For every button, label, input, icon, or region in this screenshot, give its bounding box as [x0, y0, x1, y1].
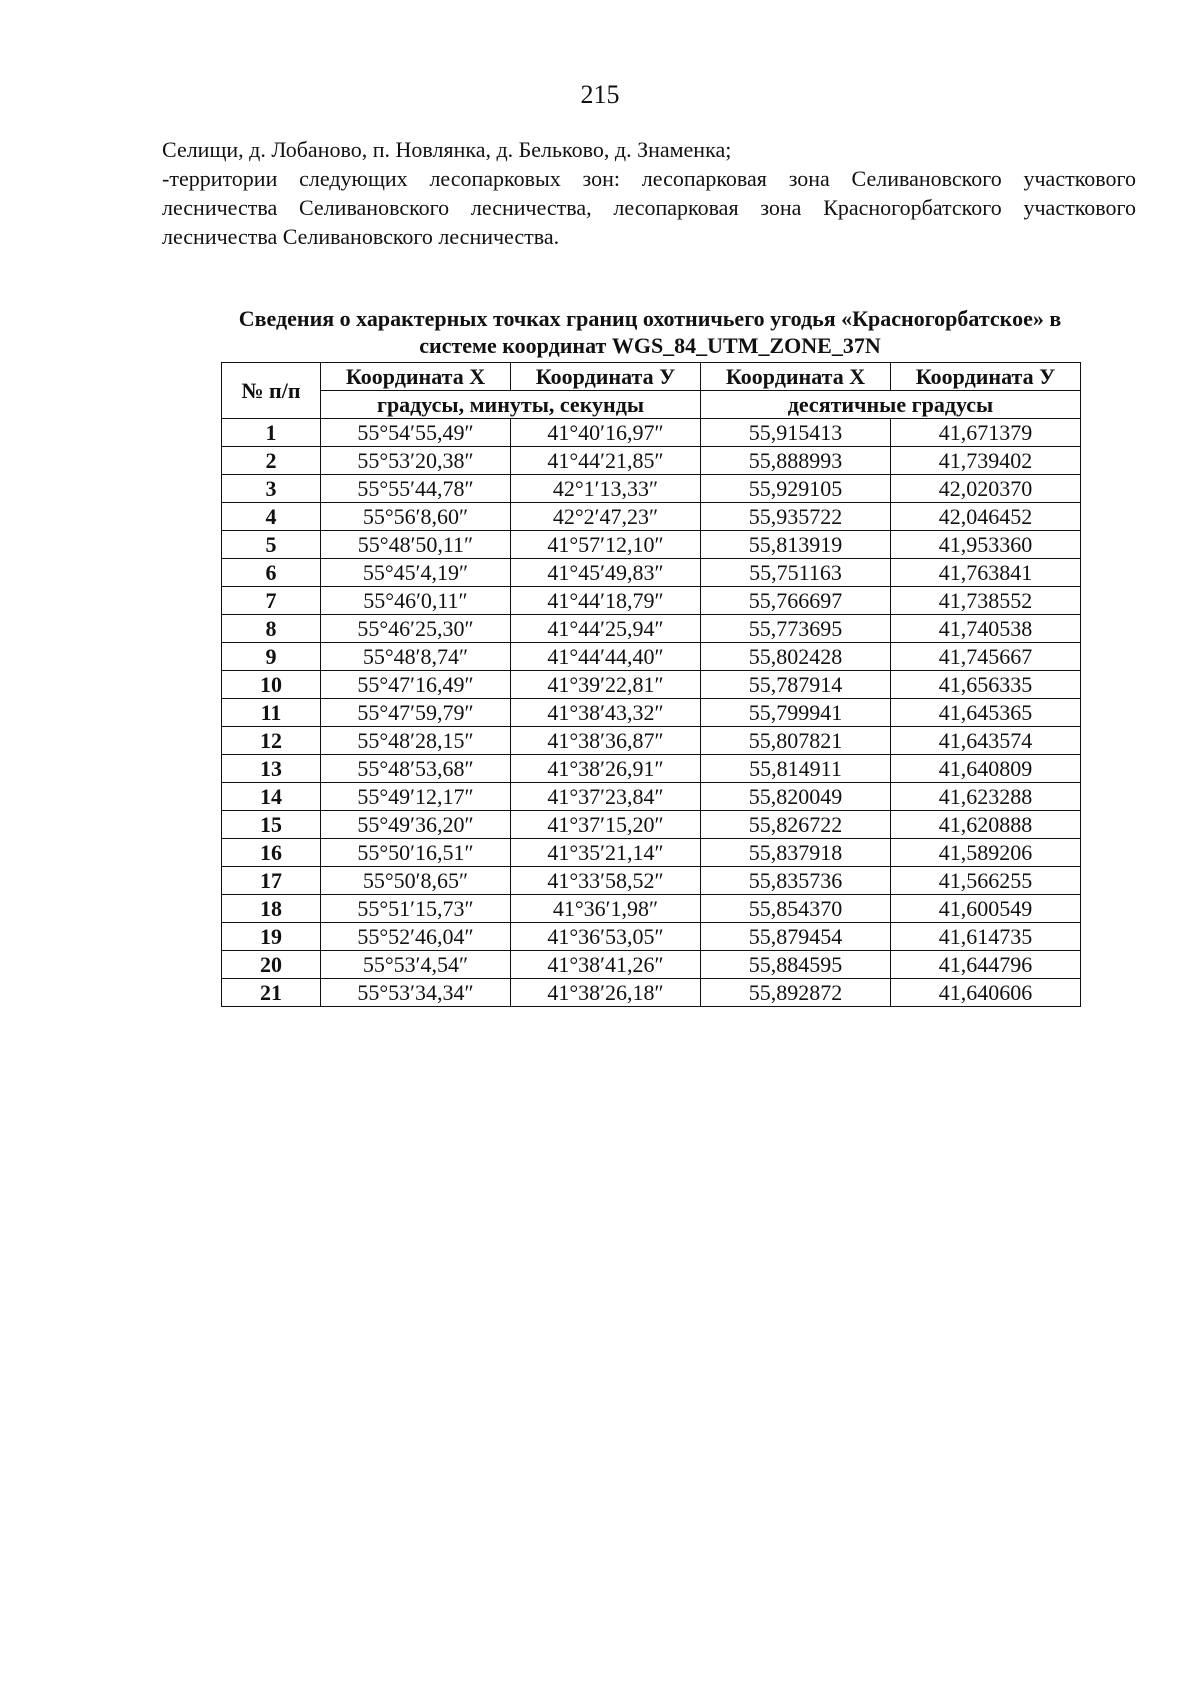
coord-x-dms-cell: 55°51′15,73″ — [321, 895, 511, 923]
coord-y-dms-cell: 41°40′16,97″ — [511, 419, 701, 447]
point-number-cell: 17 — [222, 867, 321, 895]
coord-x-dms-cell: 55°56′8,60″ — [321, 503, 511, 531]
point-number-cell: 12 — [222, 727, 321, 755]
coord-x-dec-cell: 55,773695 — [701, 615, 891, 643]
coord-y-dec-cell: 42,046452 — [891, 503, 1081, 531]
coord-y-dms-cell: 41°44′18,79″ — [511, 587, 701, 615]
coord-y-dec-cell: 41,645365 — [891, 699, 1081, 727]
coord-x-dms-cell: 55°50′16,51″ — [321, 839, 511, 867]
coord-x-dec-cell: 55,915413 — [701, 419, 891, 447]
point-number-cell: 13 — [222, 755, 321, 783]
point-number-cell: 1 — [222, 419, 321, 447]
coord-y-dec-cell: 41,566255 — [891, 867, 1081, 895]
coord-x-dms-cell: 55°49′36,20″ — [321, 811, 511, 839]
coord-y-dms-cell: 41°37′15,20″ — [511, 811, 701, 839]
coord-x-dms-cell: 55°48′8,74″ — [321, 643, 511, 671]
point-number-cell: 3 — [222, 475, 321, 503]
header-number: № п/п — [222, 363, 321, 419]
coord-y-dms-cell: 41°39′22,81″ — [511, 671, 701, 699]
point-number-cell: 18 — [222, 895, 321, 923]
coord-x-dec-cell: 55,884595 — [701, 951, 891, 979]
coord-y-dec-cell: 41,643574 — [891, 727, 1081, 755]
coord-y-dms-cell: 42°1′13,33″ — [511, 475, 701, 503]
coord-x-dec-cell: 55,892872 — [701, 979, 891, 1007]
point-number-cell: 20 — [222, 951, 321, 979]
table-row — [222, 811, 1081, 839]
coord-y-dms-cell: 41°44′25,94″ — [511, 615, 701, 643]
coord-x-dec-cell: 55,935722 — [701, 503, 891, 531]
point-number-cell: 14 — [222, 783, 321, 811]
coord-y-dms-cell: 41°37′23,84″ — [511, 783, 701, 811]
coord-y-dms-cell: 41°44′44,40″ — [511, 643, 701, 671]
table-row — [222, 419, 1081, 447]
coord-y-dec-cell: 41,640809 — [891, 755, 1081, 783]
header-coord-y-dec: Координата У — [891, 363, 1081, 391]
coord-y-dec-cell: 41,671379 — [891, 419, 1081, 447]
table-row — [222, 951, 1081, 979]
coord-x-dms-cell: 55°49′12,17″ — [321, 783, 511, 811]
point-number-cell: 19 — [222, 923, 321, 951]
coord-x-dms-cell: 55°50′8,65″ — [321, 867, 511, 895]
coord-x-dec-cell: 55,807821 — [701, 727, 891, 755]
coord-y-dec-cell: 41,745667 — [891, 643, 1081, 671]
coord-x-dec-cell: 55,854370 — [701, 895, 891, 923]
point-number-cell: 9 — [222, 643, 321, 671]
coord-y-dms-cell: 41°36′1,98″ — [511, 895, 701, 923]
coord-x-dms-cell: 55°48′50,11″ — [321, 531, 511, 559]
point-number-cell: 8 — [222, 615, 321, 643]
table-row — [222, 755, 1081, 783]
coord-y-dms-cell: 41°44′21,85″ — [511, 447, 701, 475]
coord-x-dec-cell: 55,814911 — [701, 755, 891, 783]
coord-y-dec-cell: 41,620888 — [891, 811, 1081, 839]
page-number: 215 — [580, 80, 620, 109]
coord-x-dms-cell: 55°55′44,78″ — [321, 475, 511, 503]
header-coord-x-dec: Координата Х — [701, 363, 891, 391]
coord-x-dms-cell: 55°48′28,15″ — [321, 727, 511, 755]
coord-x-dec-cell: 55,787914 — [701, 671, 891, 699]
coord-y-dec-cell: 42,020370 — [891, 475, 1081, 503]
point-number-cell: 5 — [222, 531, 321, 559]
point-number-cell: 11 — [222, 699, 321, 727]
coord-y-dms-cell: 41°38′43,32″ — [511, 699, 701, 727]
table-title — [170, 305, 1130, 359]
coord-x-dec-cell: 55,766697 — [701, 587, 891, 615]
table-body — [222, 419, 1081, 1007]
coord-y-dms-cell: 41°38′26,91″ — [511, 755, 701, 783]
point-number-cell: 16 — [222, 839, 321, 867]
coord-x-dec-cell: 55,929105 — [701, 475, 891, 503]
coord-y-dms-cell: 41°38′36,87″ — [511, 727, 701, 755]
table-title-line-1: Сведения о характерных точках границ охотничьего угодья «Красногорбатское» в — [238, 306, 1062, 331]
table-row — [222, 895, 1081, 923]
coord-y-dec-cell: 41,623288 — [891, 783, 1081, 811]
coord-x-dec-cell: 55,751163 — [701, 559, 891, 587]
point-number-cell: 7 — [222, 587, 321, 615]
point-number-cell: 10 — [222, 671, 321, 699]
coord-y-dec-cell: 41,644796 — [891, 951, 1081, 979]
coord-y-dms-cell: 41°45′49,83″ — [511, 559, 701, 587]
header-row-2 — [222, 391, 1081, 419]
coord-y-dms-cell: 41°33′58,52″ — [511, 867, 701, 895]
table-row — [222, 783, 1081, 811]
table-row — [222, 923, 1081, 951]
coord-x-dec-cell: 55,820049 — [701, 783, 891, 811]
coord-x-dms-cell: 55°47′16,49″ — [321, 671, 511, 699]
coord-x-dec-cell: 55,813919 — [701, 531, 891, 559]
point-number-cell: 15 — [222, 811, 321, 839]
table-header — [222, 363, 1081, 419]
coord-y-dec-cell: 41,739402 — [891, 447, 1081, 475]
header-row-1 — [222, 363, 1081, 391]
point-number-cell: 2 — [222, 447, 321, 475]
table-row — [222, 615, 1081, 643]
table-row — [222, 727, 1081, 755]
coord-x-dec-cell: 55,799941 — [701, 699, 891, 727]
table-row — [222, 671, 1081, 699]
coord-x-dms-cell: 55°48′53,68″ — [321, 755, 511, 783]
coord-x-dms-cell: 55°52′46,04″ — [321, 923, 511, 951]
intro-paragraph-2: -территории следующих лесопарковых зон: лесопарковая зона Селивановского участкового лесничества Селивановского лесничества, лесопарковая зона Красногорбатского участкового лесничества Селивановского лесничества. — [162, 166, 1136, 249]
coordinates-table — [221, 362, 1081, 1007]
coord-y-dec-cell: 41,640606 — [891, 979, 1081, 1007]
table-row — [222, 587, 1081, 615]
coord-y-dec-cell: 41,738552 — [891, 587, 1081, 615]
coord-x-dms-cell: 55°47′59,79″ — [321, 699, 511, 727]
table-row — [222, 979, 1081, 1007]
coord-x-dec-cell: 55,826722 — [701, 811, 891, 839]
coord-x-dec-cell: 55,802428 — [701, 643, 891, 671]
coord-x-dms-cell: 55°46′25,30″ — [321, 615, 511, 643]
coord-x-dms-cell: 55°46′0,11″ — [321, 587, 511, 615]
header-coord-x-dms: Координата Х — [321, 363, 511, 391]
header-dec-units: десятичные градусы — [701, 391, 1081, 419]
coord-y-dec-cell: 41,589206 — [891, 839, 1081, 867]
table-row — [222, 503, 1081, 531]
table-row — [222, 839, 1081, 867]
header-dms-units: градусы, минуты, секунды — [321, 391, 701, 419]
coord-x-dms-cell: 55°53′4,54″ — [321, 951, 511, 979]
coord-x-dms-cell: 55°53′20,38″ — [321, 447, 511, 475]
table-row — [222, 643, 1081, 671]
table-row — [222, 531, 1081, 559]
coord-x-dms-cell: 55°45′4,19″ — [321, 559, 511, 587]
table-row — [222, 447, 1081, 475]
point-number-cell: 21 — [222, 979, 321, 1007]
coord-y-dms-cell: 42°2′47,23″ — [511, 503, 701, 531]
intro-text — [162, 135, 1136, 251]
point-number-cell: 4 — [222, 503, 321, 531]
coord-y-dms-cell: 41°36′53,05″ — [511, 923, 701, 951]
coord-x-dec-cell: 55,837918 — [701, 839, 891, 867]
coord-y-dms-cell: 41°57′12,10″ — [511, 531, 701, 559]
header-coord-y-dms: Координата У — [511, 363, 701, 391]
coord-x-dec-cell: 55,879454 — [701, 923, 891, 951]
coord-y-dec-cell: 41,600549 — [891, 895, 1081, 923]
table-row — [222, 559, 1081, 587]
coord-y-dec-cell: 41,763841 — [891, 559, 1081, 587]
coord-y-dms-cell: 41°38′26,18″ — [511, 979, 701, 1007]
coord-x-dec-cell: 55,835736 — [701, 867, 891, 895]
coord-y-dms-cell: 41°35′21,14″ — [511, 839, 701, 867]
coord-x-dec-cell: 55,888993 — [701, 447, 891, 475]
table-row — [222, 867, 1081, 895]
table-row — [222, 699, 1081, 727]
coord-y-dec-cell: 41,656335 — [891, 671, 1081, 699]
coord-x-dms-cell: 55°53′34,34″ — [321, 979, 511, 1007]
point-number-cell: 6 — [222, 559, 321, 587]
table-row — [222, 475, 1081, 503]
coord-y-dms-cell: 41°38′41,26″ — [511, 951, 701, 979]
coord-y-dec-cell: 41,740538 — [891, 615, 1081, 643]
intro-line-1: Селищи, д. Лобаново, п. Новлянка, д. Бельково, д. Знаменка; — [162, 137, 732, 162]
coord-y-dec-cell: 41,953360 — [891, 531, 1081, 559]
table-title-line-2: системе координат WGS_84_UTM_ZONE_37N — [419, 333, 881, 358]
coord-y-dec-cell: 41,614735 — [891, 923, 1081, 951]
coord-x-dms-cell: 55°54′55,49″ — [321, 419, 511, 447]
